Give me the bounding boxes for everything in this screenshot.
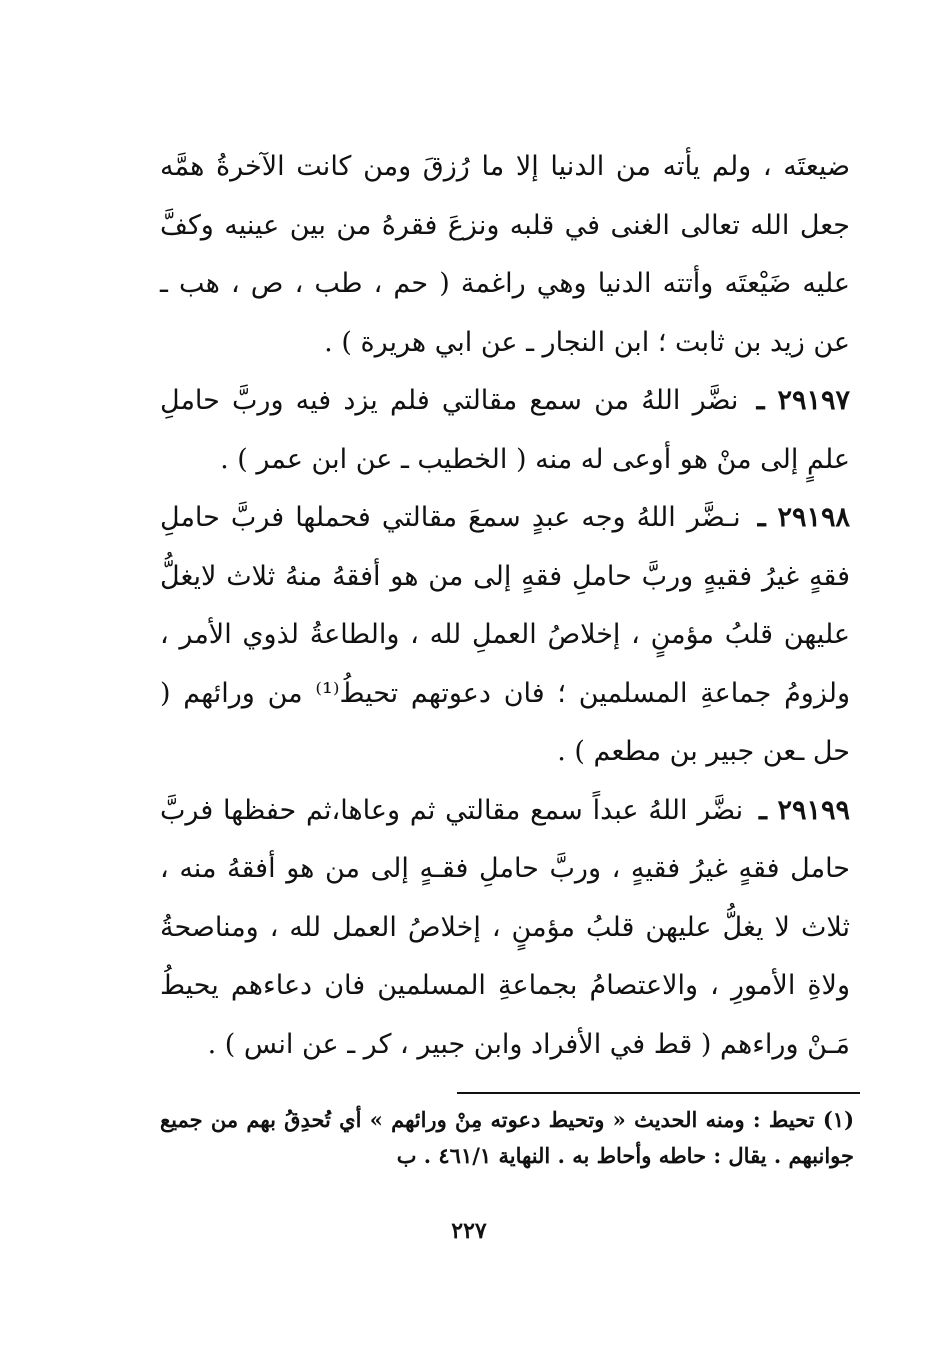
page-number: ٢٢٧	[451, 1218, 487, 1244]
hadith-text: نضَّر اللهُ عبداً سمع مقالتي ثم وعاها،ثم حفظها فربَّ حامل فقهٍ غيرُ فقيهٍ ، وربَّ حاملِ فقـهٍ إلى من هو أفقهُ منه ، ثلاث لا يغلُّ عليهن قلبُ مؤمنٍ ، إخلاصُ العمل لله ، ومناصحةُ ولاةِ الأمورِ ، والاعتصامُ بجماعةِ المسلمين فان دعاءهم يحيطُ مَـنْ وراءهم ( قط في الأفراد وابن جبير ، كر ـ عن انس ) .	[160, 794, 850, 1060]
footnotes	[160, 1102, 854, 1174]
intro-text: ضيعتَه ، ولم يأته من الدنيا إلا ما رُزقَ ومن كانت الآخرةُ همَّه جعل الله تعالى الغنى في قلبه ونزعَ فقرهُ من بين عينيه وكفَّ عليه ضَيْعتَه وأتته الدنيا وهي راغمة ( حم ، طب ، ص ، هب ـ عن زيد بن ثابت ؛ ابن النجار ـ عن ابي هريرة ) .	[160, 151, 850, 358]
hadith-paragraph	[160, 489, 850, 782]
footnote-divider	[457, 1092, 860, 1094]
main-text	[160, 138, 850, 1074]
hadith-paragraph	[160, 372, 850, 489]
hadith-paragraph	[160, 782, 850, 1075]
hadith-number: ٢٩١٩٩ ـ	[758, 794, 850, 826]
hadith-text: نـضَّر اللهُ وجه عبدٍ سمعَ مقالتي فحملها فربَّ حاملِ فقهٍ غيرُ فقيهٍ وربَّ حاملِ فقهٍ إلى من هو أفقهُ منهُ ثلاث لايغلُّ عليهن قلبُ مؤمنٍ ، إخلاصُ العملِ لله ، والطاعةُ لذوي الأمر ، ولزومُ جماعةِ المسلمين ؛ فان دعوتهم تحيطُ⁽¹⁾ من ورائهم ( حل ـعن جبير بن مطعم ) .	[160, 502, 850, 767]
hadith-number: ٢٩١٩٧ ـ	[756, 385, 850, 416]
hadith-text: نضَّر اللهُ من سمع مقالتي فلم يزد فيه وربَّ حاملِ علمٍ إلى منْ هو أوعى له منه ( الخطيب ـ عن ابن عمر ) .	[160, 385, 850, 475]
intro-paragraph	[160, 138, 850, 372]
hadith-number: ٢٩١٩٨ ـ	[757, 502, 851, 533]
footnote-text: (١) تحيط : ومنه الحديث « وتحيط دعوته مِنْ ورائهم » أي تُحدِقُ بهم من جميع جوانبهم . يقال : حاطه وأحاط به . النهاية ٤٦١/١ . ب	[160, 1107, 854, 1168]
